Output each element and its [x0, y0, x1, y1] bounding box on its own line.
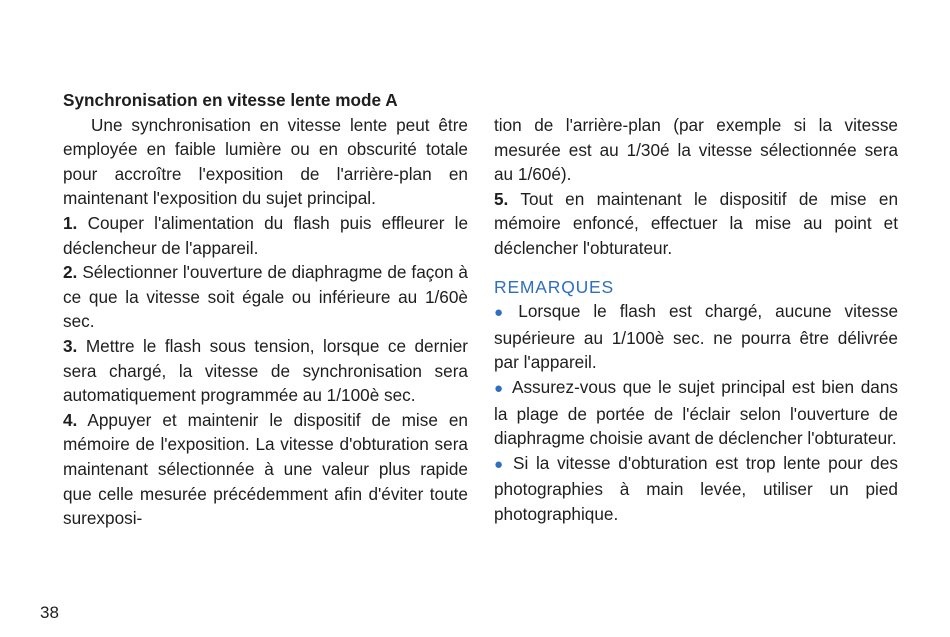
step-1: [63, 211, 468, 260]
intro-paragraph: Une synchronisation en vitesse lente peut être employée en faible lumière ou en obscurité totale pour accroître l'exposition de l'arrière-plan en maintenant l'exposition du sujet principal.: [63, 114, 468, 209]
step-text: Appuyer et maintenir le dispositif de mise en mémoire de l'exposition. La vitesse d'obturation sera maintenant sélectionnée à une valeur plus rapide que celle mesurée précédemment afin d'éviter toute surexposi-: [63, 409, 468, 529]
continuation-paragraph: tion de l'arrière-plan (par exemple si la vitesse mesurée est au 1/30é la vitesse sélectionnée sera au 1/60é).: [494, 115, 898, 185]
step-text: Mettre le flash sous tension, lorsque ce dernier sera chargé, la vitesse de synchronisation sera automatiquement programmée au 1/100è sec.: [63, 335, 468, 406]
bullet-icon: ●: [494, 379, 505, 397]
step-number: 1.: [63, 212, 78, 233]
step-2: [63, 260, 468, 334]
step-text: Sélectionner l'ouverture de diaphragme de façon à ce que la vitesse soit égale ou inférieure au 1/60è sec.: [63, 262, 468, 332]
remark-item: [494, 375, 898, 451]
step-number: 5.: [494, 188, 509, 209]
step-number: 3.: [63, 335, 78, 356]
step-text: Tout en maintenant le dispositif de mise en mémoire enfoncé, effectuer la mise au point et déclencher l'obturateur.: [494, 188, 899, 258]
step-4: [63, 408, 468, 531]
remark-item: [494, 299, 898, 375]
step-5: [494, 187, 898, 261]
step-3: [63, 334, 468, 408]
remark-text: Si la vitesse d'obturation est trop lente pour des photographies à main levée, utiliser un pied photographique.: [494, 452, 898, 524]
remark-item: [494, 451, 898, 527]
section-heading: Synchronisation en vitesse lente mode A: [63, 90, 398, 110]
remark-text: Lorsque le flash est chargé, aucune vitesse supérieure au 1/100è sec. ne pourra être délivrée par l'appareil.: [494, 301, 898, 373]
right-column: [494, 113, 898, 527]
step-number: 4.: [63, 409, 78, 430]
remark-text: Assurez-vous que le sujet principal est bien dans la plage de portée de l'éclair selon l'ouverture de diaphragme choisie avant de déclencher l'obturateur.: [494, 376, 898, 449]
bullet-icon: ●: [494, 304, 512, 322]
remarks-heading: REMARQUES: [494, 276, 614, 297]
bullet-icon: ●: [494, 455, 506, 473]
page-number: 38: [40, 603, 59, 622]
step-text: Couper l'alimentation du flash puis effleurer le déclencheur de l'appareil.: [63, 212, 469, 258]
left-column: [63, 88, 468, 531]
step-number: 2.: [63, 262, 78, 283]
